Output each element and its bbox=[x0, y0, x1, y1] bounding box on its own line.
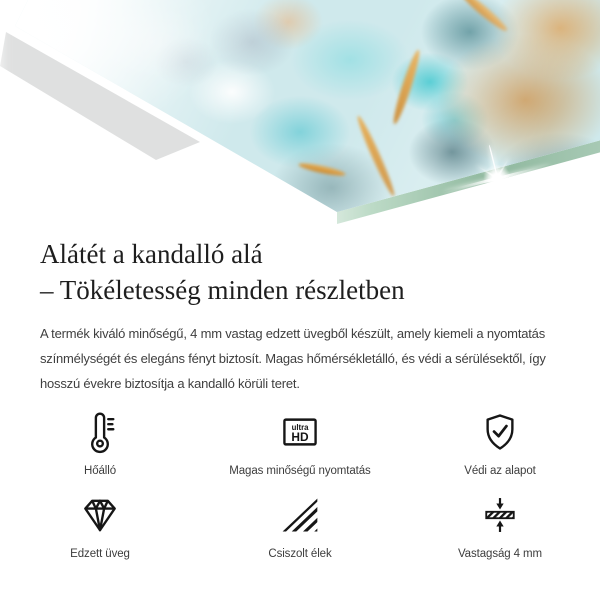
diamond-icon bbox=[78, 493, 122, 537]
feature-thickness-4mm bbox=[400, 493, 600, 560]
svg-text:HD: HD bbox=[291, 430, 309, 445]
feature-polished-edges bbox=[200, 493, 400, 560]
feature-label: Edzett üveg bbox=[70, 547, 130, 560]
feature-label: Magas minőségű nyomtatás bbox=[229, 464, 371, 477]
feature-label: Csiszolt élek bbox=[268, 547, 332, 560]
page-title bbox=[40, 230, 560, 309]
svg-text:ultra: ultra bbox=[291, 423, 309, 433]
polished-edges-icon bbox=[278, 493, 322, 537]
title-line-2: – Tökéletesség minden részletben bbox=[40, 275, 405, 306]
product-text-section bbox=[0, 230, 600, 576]
thickness-icon bbox=[478, 493, 522, 537]
feature-label: Védi az alapot bbox=[464, 464, 536, 477]
feature-ultra-hd-print bbox=[200, 410, 400, 477]
feature-tempered-glass bbox=[0, 493, 200, 560]
shield-check-icon bbox=[478, 410, 522, 454]
feature-label: Vastagság 4 mm bbox=[457, 547, 543, 560]
ultra-hd-icon bbox=[278, 410, 322, 454]
features-grid bbox=[0, 410, 600, 576]
feature-label: Hőálló bbox=[83, 464, 116, 477]
title-line-1: Alátét a kandalló alá bbox=[40, 239, 263, 269]
feature-heat-resistant bbox=[0, 410, 200, 477]
product-image bbox=[0, 0, 600, 230]
product-description: A termék kiváló minőségű, 4 mm vastag edzett üvegből készült, amely kiemeli a nyomtatás színmélységét és elegáns fényt biztosít. Magas hőmérsékletálló, és védi a sérülésektől, így hosszú évekre biztosítja a kandalló körüli teret. bbox=[40, 325, 546, 391]
thermometer-icon bbox=[78, 410, 122, 454]
feature-protects-base bbox=[400, 410, 600, 477]
